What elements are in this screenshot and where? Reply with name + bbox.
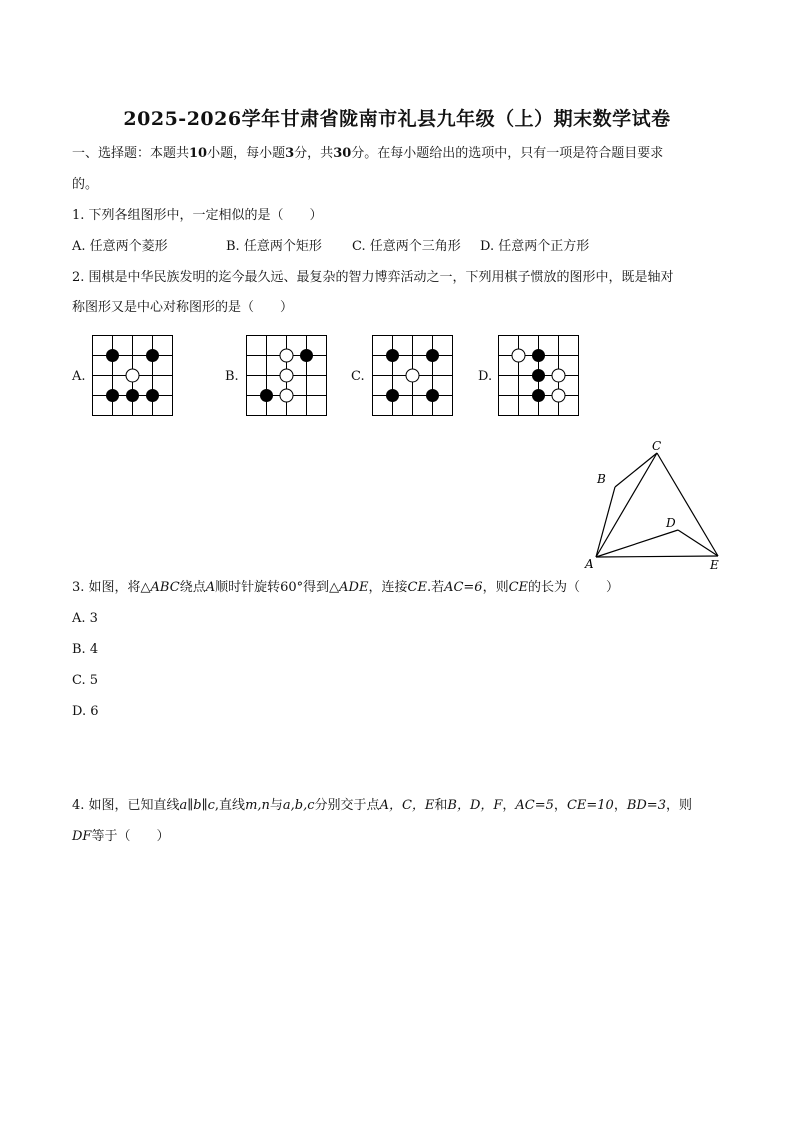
point-label-a: A [585,557,594,571]
q3-text-1: 3. 如图，将 [72,580,141,595]
q2-label-d: D. [478,369,493,384]
q3-point-a: A [205,580,216,595]
q2-label-a: A. [72,369,86,384]
q3-text-4: 得到 [303,580,330,595]
black-stone [532,389,545,402]
black-stone [426,349,439,362]
black-stone [386,389,399,402]
q2-stem-line2: 称图形又是中心对称图形的是（ ） [72,300,294,315]
q4-text-9: ，则 [665,798,692,813]
q3-triangle-ade: △ADE [329,580,369,595]
q2-label-c: C. [351,369,365,384]
q4-text-6: ， [502,798,516,813]
point-label-b: B [597,472,606,486]
point-label-e: E [710,558,719,572]
q3-text-2: 绕点 [179,580,206,595]
go-board-a [92,335,174,417]
q4-segment-df: DF [72,829,92,844]
q1-option-c: C. 任意两个三角形 [352,239,461,254]
white-stone [406,369,419,382]
q3-option-d: D. 6 [72,704,99,719]
go-board-c [372,335,454,417]
white-stone [126,369,139,382]
q3-angle: 60° [280,580,304,595]
white-stone [280,389,293,402]
q3-text-7: ，则 [482,580,509,595]
rotation-triangle-figure [580,435,730,575]
q3-option-c: C. 5 [72,673,99,688]
q4-cond-ac: AC=5 [515,798,554,813]
q1-stem: 1. 下列各组图形中，一定相似的是（ ） [72,208,323,223]
q4-parallel-lines: a∥b∥c [179,798,215,813]
q4-lines-abc: a,b,c [282,798,315,813]
section-text-2: 小题，每小题 [207,146,286,161]
black-stone [146,349,159,362]
q4-text-1: 4. 如图，已知直线 [72,798,180,813]
point-label-c: C [652,439,662,453]
black-stone [532,349,545,362]
black-stone [426,389,439,402]
section-heading [72,145,663,163]
q4-text-7: ， [553,798,567,813]
q4-lines-mn: m,n [245,798,270,813]
q3-text-8: 的长为（ ） [528,580,620,595]
q1-option-d: D. 任意两个正方形 [480,239,590,254]
q4-points-ace: A，C，E [379,798,435,813]
q4-text-4: 分别交于点 [314,798,380,813]
white-stone [280,369,293,382]
black-stone [300,349,313,362]
white-stone [552,369,565,382]
section-text-4: 分。在每小题给出的选项中，只有一项是符合题目要求 [351,146,664,161]
black-stone [146,389,159,402]
white-stone [280,349,293,362]
black-stone [532,369,545,382]
section-num-2: 3 [285,146,295,161]
q2-stem-line1: 2. 围棋是中华民族发明的迄今最久远、最复杂的智力博弈活动之一，下列用棋子惯放的图形中，既是轴对 [72,270,674,285]
q4-text-10: 等于（ ） [91,829,170,844]
q4-text-8: ， [613,798,627,813]
white-stone [512,349,525,362]
q3-segment-ce: CE [407,580,427,595]
q3-segment-ce-2: CE [508,580,529,595]
go-board-b [246,335,328,417]
q1-option-a: A. 任意两个菱形 [72,239,168,254]
section-text-1: 一、选择题：本题共 [72,146,190,161]
q4-points-bdf: B，D，F [447,798,503,813]
q3-text-3: 顺时针旋转 [215,580,281,595]
q3-condition: AC=6 [444,580,483,595]
section-heading-line2: 的。 [72,177,99,192]
q4-text-5: 和 [434,798,448,813]
q4-text-2: ,直线 [214,798,246,813]
q3-text-5: ，连接 [368,580,408,595]
black-stone [126,389,139,402]
q1-option-b: B. 任意两个矩形 [226,239,322,254]
black-stone [106,389,119,402]
q4-cond-bd: BD=3 [626,798,666,813]
q3-triangle-abc: △ABC [140,580,180,595]
q4-stem-line1 [72,797,692,815]
page-title: 2025-2026学年甘肃省陇南市礼县九年级（上）期末数学试卷 [123,108,671,130]
black-stone [260,389,273,402]
point-label-d: D [666,516,676,530]
black-stone [386,349,399,362]
section-text-3: 分，共 [294,146,334,161]
q3-option-a: A. 3 [72,611,98,626]
section-num-3: 30 [333,146,352,161]
section-num-1: 10 [189,146,208,161]
q4-stem-line2 [72,828,169,846]
q3-text-6: .若 [426,580,445,595]
white-stone [552,389,565,402]
q2-label-b: B. [225,369,239,384]
q3-option-b: B. 4 [72,642,99,657]
go-board-d [498,335,580,417]
q3-stem [72,579,619,597]
q4-text-3: 与 [269,798,283,813]
q4-cond-ce: CE=10 [566,798,614,813]
black-stone [106,349,119,362]
